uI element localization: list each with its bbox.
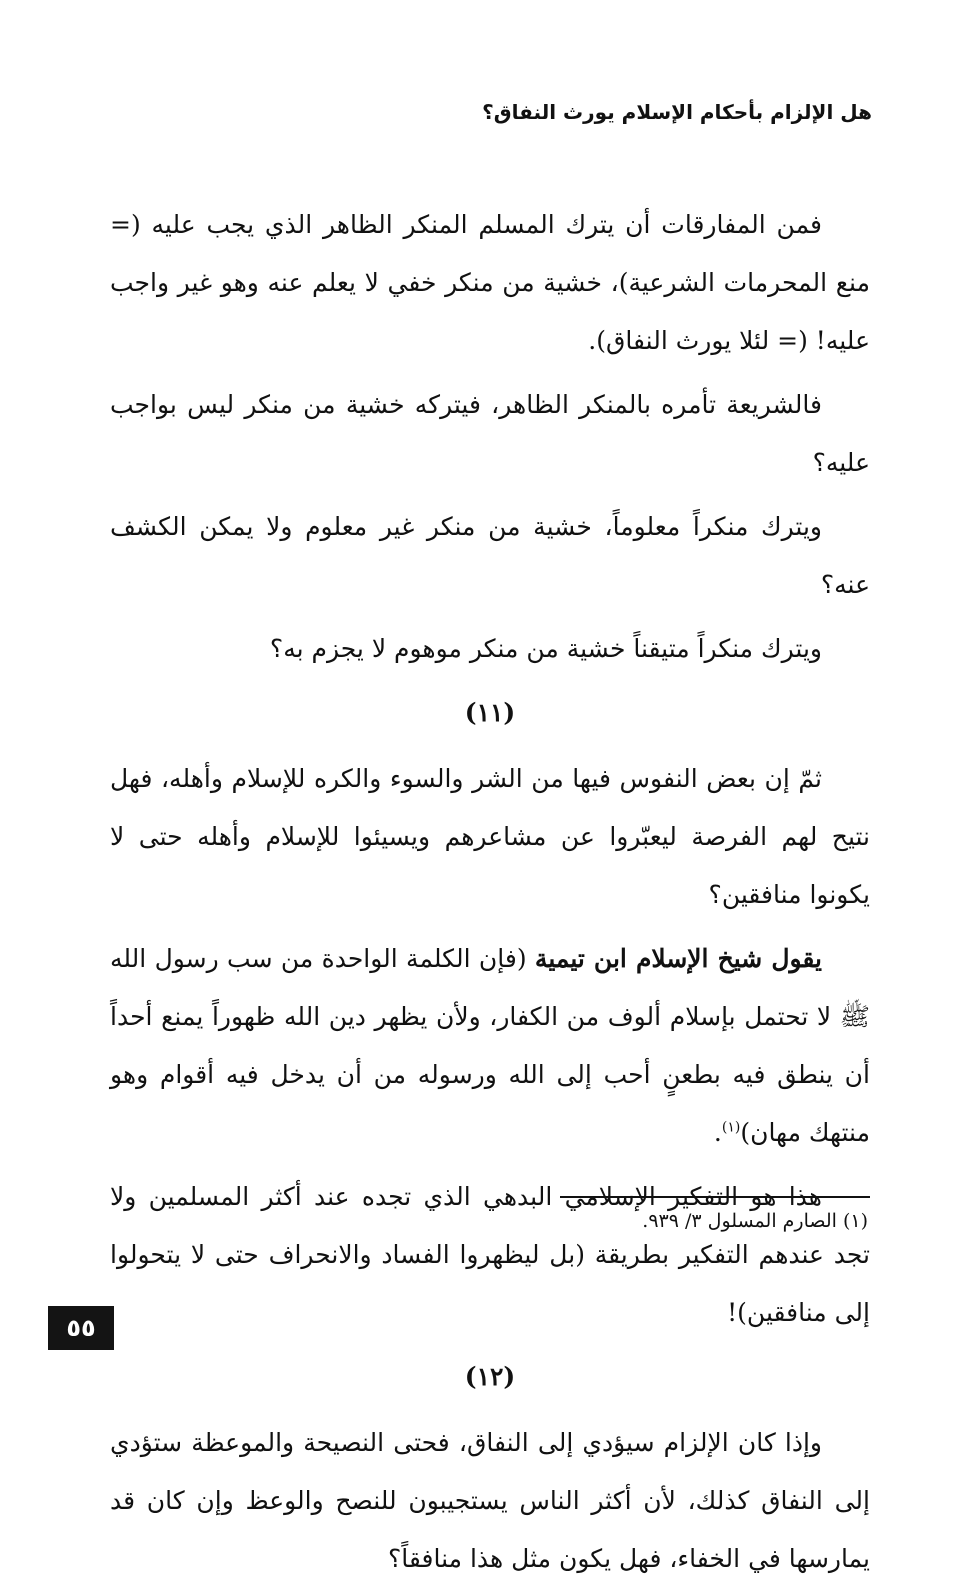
section-number-11: (١١)	[464, 698, 516, 727]
footnote-1: (١) الصارم المسلول ٣/ ٩٣٩.	[642, 1210, 868, 1232]
body-text	[110, 196, 870, 1594]
footnote-reference-1: (١)	[721, 1119, 741, 1136]
paragraph-3: ويترك منكراً معلوماً، خشية من منكر غير معلوم ولا يمكن الكشف عنه؟	[110, 512, 870, 599]
paragraph-6-end: .	[713, 1118, 722, 1147]
footnote-divider	[560, 1196, 870, 1198]
paragraph-2: فالشريعة تأمره بالمنكر الظاهر، فيتركه خشية من منكر ليس بواجب عليه؟	[110, 390, 870, 477]
page-number: ٥٥	[48, 1306, 114, 1350]
paragraph-6	[110, 930, 870, 1162]
paragraph-6-lead: يقول شيخ الإسلام ابن تيمية	[534, 944, 823, 973]
section-number-12: (١٢)	[464, 1362, 516, 1391]
paragraph-8: وإذا كان الإلزام سيؤدي إلى النفاق، فحتى النصيحة والموعظة ستؤدي إلى النفاق كذلك، لأن أكثر الناس يستجيبون للنصح والوعظ وإن كان قد يمارسها في الخفاء، فهل يكون مثل هذا منافقاً؟	[110, 1428, 870, 1573]
paragraph-6-quote: (فإن الكلمة الواحدة من سب رسول الله ﷺ لا تحتمل بإسلام ألوف من الكفار، ولأن يظهر دين الله ظهوراً يمنع أحداً أن ينطق فيه بطعنٍ أحب إلى الله ورسوله من أن يدخل فيه أقوام وهو منتهك مهان)	[110, 944, 870, 1147]
paragraph-7: هذا هو التفكير الإسلامي البدهي الذي تجده عند أكثر المسلمين ولا تجد عندهم التفكير بطريقة (بل ليظهروا الفساد والانحراف حتى لا يتحولوا إلى منافقين)!	[110, 1182, 870, 1327]
running-header: هل الإلزام بأحكام الإسلام يورث النفاق؟	[482, 100, 872, 124]
paragraph-1: فمن المفارقات أن يترك المسلم المنكر الظاهر الذي يجب عليه (= منع المحرمات الشرعية)، خشية من منكر خفي لا يعلم عنه وهو غير واجب عليه! (= لئلا يورث النفاق).	[110, 210, 870, 355]
paragraph-4: ويترك منكراً متيقناً خشية من منكر موهوم لا يجزم به؟	[269, 634, 822, 663]
paragraph-5: ثمّ إن بعض النفوس فيها من الشر والسوء والكره للإسلام وأهله، فهل نتيح لهم الفرصة ليعبّروا عن مشاعرهم ويسيئوا للإسلام وأهله حتى لا يكونوا منافقين؟	[110, 764, 870, 909]
